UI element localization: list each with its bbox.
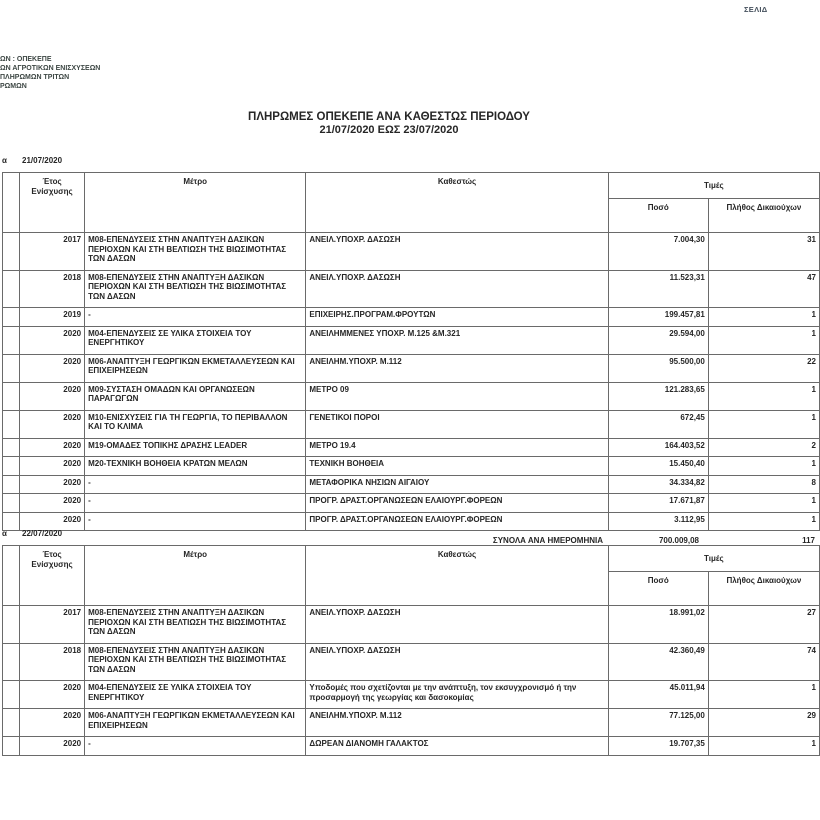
measure-cell: - (85, 737, 306, 756)
blank-cell (3, 308, 20, 327)
year-cell: 2020 (20, 475, 85, 494)
blank-cell (3, 737, 20, 756)
measure-cell: M08-ΕΠΕΝΔΥΣΕΙΣ ΣΤΗΝ ΑΝΑΠΤΥΞΗ ΔΑΣΙΚΩΝ ΠΕΡΙΟΧΩΝ ΚΑΙ ΣΤΗ ΒΕΛΤΙΩΣΗ ΤΗΣ ΒΙΩΣΙΜΟΤΗΤΑΣ ΤΩΝ ΔΑΣΩΝ (85, 233, 306, 271)
col-header-regime: Καθεστώς (306, 173, 608, 233)
table-row (3, 233, 820, 271)
blank-cell (3, 475, 20, 494)
section-date: 22/07/2020 (22, 529, 63, 538)
regime-cell: ΤΕΧΝΙΚΗ ΒΟΗΘΕΙΑ (306, 457, 608, 476)
payments-table (2, 172, 820, 531)
table-row (3, 308, 820, 327)
regime-cell: ΠΡΟΓΡ. ΔΡΑΣΤ.ΟΡΓΑΝΩΣΕΩΝ ΕΛΑΙΟΥΡΓ.ΦΟΡΕΩΝ (306, 512, 608, 531)
table-row (3, 475, 820, 494)
measure-cell: M04-ΕΠΕΝΔΥΣΕΙΣ ΣΕ ΥΛΙΚΑ ΣΤΟΙΧΕΙΑ ΤΟΥ ΕΝΕΡΓΗΤΙΚΟΥ (85, 326, 306, 354)
count-cell: 1 (708, 410, 819, 438)
header-row (3, 546, 820, 572)
table-row (3, 737, 820, 756)
totals-label: ΣΥΝΟΛΑ ΑΝΑ ΗΜΕΡΟΜΗΝΙΑ (492, 536, 603, 545)
col-header-measure: Μέτρο (85, 546, 306, 606)
col-header-regime: Καθεστώς (306, 546, 608, 606)
blank-cell (3, 643, 20, 681)
blank-cell (3, 457, 20, 476)
measure-cell: M06-ΑΝΑΠΤΥΞΗ ΓΕΩΡΓΙΚΩΝ ΕΚΜΕΤΑΛΛΕΥΣΕΩΝ ΚΑΙ ΕΠΙΧΕΙΡΗΣΕΩΝ (85, 354, 306, 382)
blank-cell (3, 270, 20, 308)
count-cell: 1 (708, 512, 819, 531)
col-header-blank (3, 546, 20, 606)
year-cell: 2020 (20, 410, 85, 438)
totals-count: 117 (802, 536, 815, 545)
regime-cell: ΜΕΤΡΟ 19.4 (306, 438, 608, 457)
letterhead-line: ΩΝ : ΟΠΕΚΕΠΕ (0, 56, 52, 63)
year-cell: 2018 (20, 270, 85, 308)
measure-cell: - (85, 512, 306, 531)
count-cell: 31 (708, 233, 819, 271)
col-header-amount: Ποσό (608, 199, 708, 233)
measure-cell: M19-ΟΜΑΔΕΣ ΤΟΠΙΚΗΣ ΔΡΑΣΗΣ LEADER (85, 438, 306, 457)
col-header-count: Πλήθος Δικαιούχων (708, 572, 819, 606)
report-title: ΠΛΗΡΩΜΕΣ ΟΠΕΚΕΠΕ ΑΝΑ ΚΑΘΕΣΤΩΣ ΠΕΡΙΟΔΟΥ (248, 111, 530, 123)
table-row (3, 494, 820, 513)
amount-cell: 15.450,40 (608, 457, 708, 476)
measure-cell: M06-ΑΝΑΠΤΥΞΗ ΓΕΩΡΓΙΚΩΝ ΕΚΜΕΤΑΛΛΕΥΣΕΩΝ ΚΑΙ ΕΠΙΧΕΙΡΗΣΕΩΝ (85, 709, 306, 737)
measure-cell: M10-ΕΝΙΣΧΥΣΕΙΣ ΓΙΑ ΤΗ ΓΕΩΡΓΙΑ, ΤΟ ΠΕΡΙΒΑΛΛΟΝ ΚΑΙ ΤΟ ΚΛΙΜΑ (85, 410, 306, 438)
col-header-amount: Ποσό (608, 572, 708, 606)
count-cell: 1 (708, 737, 819, 756)
payments-table (2, 545, 820, 756)
page-number-label: ΣΕΛΙΔ (744, 5, 768, 14)
blank-cell (3, 233, 20, 271)
count-cell: 22 (708, 354, 819, 382)
regime-cell: ΑΝΕΙΛΗΜ.ΥΠΟΧΡ. Μ.112 (306, 354, 608, 382)
year-cell: 2020 (20, 438, 85, 457)
table-row (3, 326, 820, 354)
blank-cell (3, 709, 20, 737)
amount-cell: 18.991,02 (608, 606, 708, 644)
measure-cell: M04-ΕΠΕΝΔΥΣΕΙΣ ΣΕ ΥΛΙΚΑ ΣΤΟΙΧΕΙΑ ΤΟΥ ΕΝΕΡΓΗΤΙΚΟΥ (85, 681, 306, 709)
regime-cell: ΕΠΙΧΕΙΡΗΣ.ΠΡΟΓΡΑΜ.ΦΡΟΥΤΩΝ (306, 308, 608, 327)
table-row (3, 709, 820, 737)
year-cell: 2020 (20, 326, 85, 354)
blank-cell (3, 326, 20, 354)
table-row (3, 512, 820, 531)
blank-cell (3, 512, 20, 531)
year-cell: 2020 (20, 354, 85, 382)
header-row (3, 173, 820, 199)
amount-cell: 121.283,65 (608, 382, 708, 410)
section-date-line (0, 156, 820, 168)
count-cell: 47 (708, 270, 819, 308)
table-row (3, 382, 820, 410)
measure-cell: M08-ΕΠΕΝΔΥΣΕΙΣ ΣΤΗΝ ΑΝΑΠΤΥΞΗ ΔΑΣΙΚΩΝ ΠΕΡΙΟΧΩΝ ΚΑΙ ΣΤΗ ΒΕΛΤΙΩΣΗ ΤΗΣ ΒΙΩΣΙΜΟΤΗΤΑΣ ΤΩΝ ΔΑΣΩΝ (85, 270, 306, 308)
table-row (3, 643, 820, 681)
blank-cell (3, 354, 20, 382)
table-row (3, 438, 820, 457)
col-header-year: Έτος Ενίσχυσης (20, 546, 85, 606)
regime-cell: ΑΝΕΙΛΗΜΜΕΝΕΣ ΥΠΟΧΡ. Μ.125 &Μ.321 (306, 326, 608, 354)
measure-cell: M20-ΤΕΧΝΙΚΗ ΒΟΗΘΕΙΑ ΚΡΑΤΩΝ ΜΕΛΩΝ (85, 457, 306, 476)
year-cell: 2020 (20, 382, 85, 410)
amount-cell: 672,45 (608, 410, 708, 438)
regime-cell: Υποδομές που σχετίζονται με την ανάπτυξη, τον εκσυγχρονισμό ή την προσαρμογή της γεωργίας και δασοκομίας (306, 681, 608, 709)
totals-amount: 700.009,08 (658, 536, 699, 545)
section-date-line (0, 529, 820, 541)
letterhead-line: ΩΝ ΑΓΡΟΤΙΚΩΝ ΕΝΙΣΧΥΣΕΩΝ (0, 65, 101, 72)
year-cell: 2018 (20, 643, 85, 681)
year-cell: 2020 (20, 737, 85, 756)
table-row (3, 457, 820, 476)
year-cell: 2019 (20, 308, 85, 327)
amount-cell: 34.334,82 (608, 475, 708, 494)
section-date: 21/07/2020 (22, 156, 63, 165)
count-cell: 1 (708, 681, 819, 709)
payment-section (0, 156, 820, 551)
amount-cell: 42.360,49 (608, 643, 708, 681)
amount-cell: 199.457,81 (608, 308, 708, 327)
regime-cell: ΑΝΕΙΛ.ΥΠΟΧΡ. ΔΑΣΩΣΗ (306, 270, 608, 308)
amount-cell: 164.403,52 (608, 438, 708, 457)
amount-cell: 45.011,94 (608, 681, 708, 709)
measure-cell: M08-ΕΠΕΝΔΥΣΕΙΣ ΣΤΗΝ ΑΝΑΠΤΥΞΗ ΔΑΣΙΚΩΝ ΠΕΡΙΟΧΩΝ ΚΑΙ ΣΤΗ ΒΕΛΤΙΩΣΗ ΤΗΣ ΒΙΩΣΙΜΟΤΗΤΑΣ ΤΩΝ ΔΑΣΩΝ (85, 643, 306, 681)
year-cell: 2017 (20, 233, 85, 271)
regime-cell: ΑΝΕΙΛ.ΥΠΟΧΡ. ΔΑΣΩΣΗ (306, 233, 608, 271)
regime-cell: ΑΝΕΙΛ.ΥΠΟΧΡ. ΔΑΣΩΣΗ (306, 606, 608, 644)
report-subtitle: 21/07/2020 ΕΩΣ 23/07/2020 (319, 124, 459, 136)
letterhead-line: ΠΛΗΡΩΜΩΝ ΤΡΙΤΩΝ (0, 74, 70, 81)
letterhead (0, 55, 100, 91)
amount-cell: 19.707,35 (608, 737, 708, 756)
table-row (3, 606, 820, 644)
table-row (3, 410, 820, 438)
count-cell: 1 (708, 494, 819, 513)
regime-cell: ΑΝΕΙΛΗΜ.ΥΠΟΧΡ. Μ.112 (306, 709, 608, 737)
year-cell: 2020 (20, 457, 85, 476)
regime-cell: ΜΕΤΡΟ 09 (306, 382, 608, 410)
count-cell: 1 (708, 326, 819, 354)
table-row (3, 270, 820, 308)
count-cell: 8 (708, 475, 819, 494)
count-cell: 74 (708, 643, 819, 681)
regime-cell: ΜΕΤΑΦΟΡΙΚΑ ΝΗΣΙΩΝ ΑΙΓΑΙΟΥ (306, 475, 608, 494)
count-cell: 1 (708, 382, 819, 410)
count-cell: 27 (708, 606, 819, 644)
count-cell: 1 (708, 308, 819, 327)
section-date-prefix: α (2, 156, 7, 165)
col-header-blank (3, 173, 20, 233)
measure-cell: M09-ΣΥΣΤΑΣΗ ΟΜΑΔΩΝ ΚΑΙ ΟΡΓΑΝΩΣΕΩΝ ΠΑΡΑΓΩΓΩΝ (85, 382, 306, 410)
measure-cell: - (85, 308, 306, 327)
blank-cell (3, 410, 20, 438)
amount-cell: 11.523,31 (608, 270, 708, 308)
payment-section (0, 529, 820, 756)
amount-cell: 29.594,00 (608, 326, 708, 354)
section-date-prefix: α (2, 529, 7, 538)
year-cell: 2017 (20, 606, 85, 644)
regime-cell: ΔΩΡΕΑΝ ΔΙΑΝΟΜΗ ΓΑΛΑΚΤΟΣ (306, 737, 608, 756)
count-cell: 29 (708, 709, 819, 737)
measure-cell: - (85, 475, 306, 494)
regime-cell: ΓΕΝΕΤΙΚΟΙ ΠΟΡΟΙ (306, 410, 608, 438)
regime-cell: ΠΡΟΓΡ. ΔΡΑΣΤ.ΟΡΓΑΝΩΣΕΩΝ ΕΛΑΙΟΥΡΓ.ΦΟΡΕΩΝ (306, 494, 608, 513)
year-cell: 2020 (20, 512, 85, 531)
col-header-year: Έτος Ενίσχυσης (20, 173, 85, 233)
measure-cell: M08-ΕΠΕΝΔΥΣΕΙΣ ΣΤΗΝ ΑΝΑΠΤΥΞΗ ΔΑΣΙΚΩΝ ΠΕΡΙΟΧΩΝ ΚΑΙ ΣΤΗ ΒΕΛΤΙΩΣΗ ΤΗΣ ΒΙΩΣΙΜΟΤΗΤΑΣ ΤΩΝ ΔΑΣΩΝ (85, 606, 306, 644)
blank-cell (3, 438, 20, 457)
measure-cell: - (85, 494, 306, 513)
count-cell: 2 (708, 438, 819, 457)
table-row (3, 354, 820, 382)
table-row (3, 681, 820, 709)
count-cell: 1 (708, 457, 819, 476)
col-header-values: Τιμές (608, 173, 819, 199)
blank-cell (3, 494, 20, 513)
year-cell: 2020 (20, 494, 85, 513)
letterhead-line: ΡΩΜΩΝ (0, 83, 27, 90)
col-header-values: Τιμές (608, 546, 819, 572)
blank-cell (3, 606, 20, 644)
year-cell: 2020 (20, 709, 85, 737)
amount-cell: 17.671,87 (608, 494, 708, 513)
amount-cell: 3.112,95 (608, 512, 708, 531)
report-title-block (0, 110, 778, 137)
blank-cell (3, 382, 20, 410)
blank-cell (3, 681, 20, 709)
col-header-measure: Μέτρο (85, 173, 306, 233)
year-cell: 2020 (20, 681, 85, 709)
amount-cell: 95.500,00 (608, 354, 708, 382)
amount-cell: 7.004,30 (608, 233, 708, 271)
amount-cell: 77.125,00 (608, 709, 708, 737)
col-header-count: Πλήθος Δικαιούχων (708, 199, 819, 233)
regime-cell: ΑΝΕΙΛ.ΥΠΟΧΡ. ΔΑΣΩΣΗ (306, 643, 608, 681)
